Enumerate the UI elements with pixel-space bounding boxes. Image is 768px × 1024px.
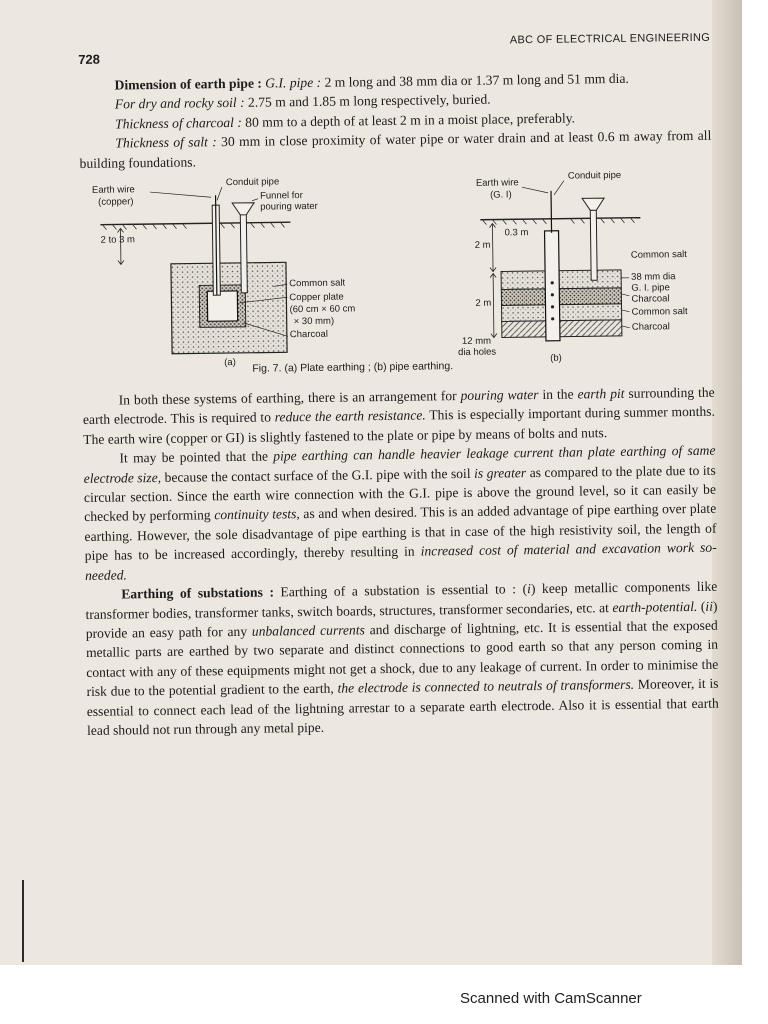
copper-plate <box>207 291 237 321</box>
label-holes-1: 12 mm <box>461 335 492 348</box>
paragraph-charcoal: Thickness of charcoal : 80 mm to a depth of at least 2 m in a moist place, preferably. <box>115 110 576 132</box>
label-offset-b: 0.3 m <box>504 227 529 239</box>
earth-wire <box>551 191 552 233</box>
charcoal-layer-top <box>501 288 621 306</box>
water-pipe <box>240 213 247 293</box>
earthing-diagram <box>80 169 715 385</box>
label-depth-a: 2 to 3 m <box>100 234 136 246</box>
paragraph-pipe-vs-plate: It may be pointed that the pipe earthing can handle heavier leakage current than plate earthing of same electrode size, because the contact surface of the G.I. pipe with the soil is greater as compared to the plate due to its circular section. Since the earth wire connection with the G.I. pipe is above the ground level, so it can easily be checked by performing continuity tests, as and when desired. This is an added advantage of pipe earthing over plate earthing. However, the sole disadvantage of pipe earthing is that in case of the high resistivity soil, the length of pipe has to be increased accordingly, thereby resulting in increased cost of material and excavation work so-needed. <box>83 442 717 583</box>
label-gi: (G. I) <box>489 189 512 201</box>
label-funnel-1: Funnel for <box>259 190 303 202</box>
charcoal-layer-bottom <box>502 320 622 338</box>
label-common-salt-a: Common salt <box>289 277 346 290</box>
page-content <box>78 32 719 741</box>
pipe-earthing-diagram <box>480 180 642 342</box>
label-dia: 38 mm dia <box>631 271 676 283</box>
sublabel-b: (b) <box>550 352 562 364</box>
label-gi-pipe: G. I. pipe <box>631 282 670 294</box>
scanner-watermark: Scanned with CamScanner <box>460 990 642 1007</box>
paragraph-both-systems: In both these systems of earthing, there is an arrangement for pouring water in the earth pit surrounding the earth electrode. This is required to reduce the earth resistance. This is especially important during summer months. The earth wire (copper or GI) is slightly fastened to the plate or pipe by means of bolts and nuts. <box>82 384 716 447</box>
label-funnel-2: pouring water <box>260 200 318 213</box>
heading-earth-pipe: Dimension of earth pipe : <box>114 75 262 93</box>
ground-line <box>480 218 640 220</box>
conduit-pipe <box>590 208 597 280</box>
paragraph-dry-soil: For dry and rocky soil : 2.75 m and 1.85 m long respectively, buried. <box>114 92 491 112</box>
label-holes-2: dia holes <box>458 346 497 359</box>
book-spine-edge <box>712 0 742 965</box>
label-depth-top-b: 2 m <box>474 239 491 251</box>
common-salt-layer-top <box>501 270 621 290</box>
figure-caption: Fig. 7. (a) Plate earthing ; (b) pipe earthing. <box>252 360 454 375</box>
paragraph-salt: Thickness of salt : 30 mm in close proximity of water pipe or water drain and at least 0.6 m away from all building foundations. <box>79 127 712 171</box>
label-charcoal-2-b: Charcoal <box>631 321 670 333</box>
label-charcoal-1-b: Charcoal <box>631 293 670 305</box>
label-plate-size-2: × 30 mm) <box>293 315 335 328</box>
funnel <box>232 203 254 215</box>
label-depth-pipe-b: 2 m <box>475 297 492 309</box>
label-plate-size-1: (60 cm × 60 cm <box>289 303 356 316</box>
heading-substations: Earthing of substations : <box>121 584 275 602</box>
label-copper: (copper) <box>98 196 134 208</box>
label-charcoal-a: Charcoal <box>289 328 328 341</box>
sublabel-a: (a) <box>224 356 236 369</box>
page-number: 728 <box>78 51 101 67</box>
label-copper-plate: Copper plate <box>289 291 344 304</box>
label-earth-wire-b: Earth wire <box>475 177 519 189</box>
common-salt-layer-bottom <box>502 304 622 322</box>
label-conduit-pipe-a: Conduit pipe <box>225 176 280 189</box>
label-common-salt-top-b: Common salt <box>630 249 687 261</box>
paragraph-earth-pipe-dimensions: Dimension of earth pipe : G.I. pipe : 2 m long and 38 mm dia or 1.37 m long and 51 mm dia. <box>114 70 629 93</box>
label-conduit-pipe-b: Conduit pipe <box>567 169 622 182</box>
label-earth-wire-a: Earth wire <box>91 184 135 196</box>
running-head: ABC OF ELECTRICAL ENGINEERING <box>509 31 711 47</box>
margin-mark <box>22 880 24 962</box>
label-common-salt-2-b: Common salt <box>631 306 688 318</box>
figure-earthing <box>80 169 715 385</box>
funnel <box>582 198 604 210</box>
gi-pipe <box>545 231 560 341</box>
paragraph-substation-earthing: Earthing of substations : Earthing of a substation is essential to : (i) keep metallic components like transformer bodies, transformer tanks, switch boards, structures, transformer secondaries, etc. at earth-potential. (ii) provide an easy path for any unbalanced currents and discharge of lightning, etc. It is essential that the exposed metallic parts are earthed by two separate and distinct connections to good earth so that any person coming in contact with any of these equipments might not get a shock, due to any leakage of current. In order to minimise the risk due to the potential gradient to the earth, the electrode is connected to neutrals of transformers. Moreover, it is essential to connect each lead of the lightning arrestar to a separate earth electrode. Also it is essential that earth lead should not run through any metal pipe. <box>85 578 719 738</box>
